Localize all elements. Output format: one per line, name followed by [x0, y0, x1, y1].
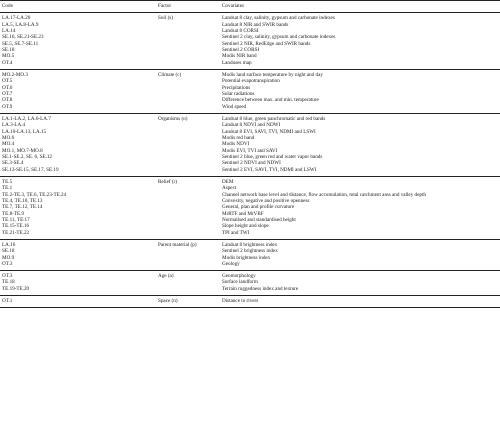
code-cell: OT.9 [2, 103, 13, 110]
covariate-cell: Modis NDVI [222, 141, 250, 148]
factor-cell [158, 60, 222, 66]
code-cell: SE.13-SE.15, SE.17, SE.19 [2, 166, 59, 173]
covariate-cell: Potential evapotranspiration [222, 78, 280, 85]
covariate-cell: Sentinel 2 EVI, SAVI, TVI, NDMI and LSWI [222, 166, 317, 173]
covariate-cell: Landsat 8 NDVI and NDWI [222, 122, 281, 129]
code-cell: TE.11, TE.17 [2, 216, 30, 223]
code-cell: SE.18 [2, 46, 15, 53]
covariate-cell: Sentinel 2 blue, green red and water vapor bands [222, 153, 323, 160]
covariate-cell: Modis brightness index [222, 254, 271, 261]
code-cell: TE.18 [2, 279, 15, 286]
code-cell: OT.6 [2, 84, 13, 91]
factor-cell: Relief (r) [158, 178, 177, 185]
code-cell: TE.7, TE.12, TE.14 [2, 204, 43, 211]
code-cell: MO.4 [2, 141, 15, 148]
code-cell: MO.1, MO.7-MO.8 [2, 147, 43, 154]
code-cell: OT.4 [2, 59, 13, 66]
covariate-cell: Geology [222, 260, 240, 267]
group-rule [0, 176, 500, 177]
code-cell: OT.7 [2, 90, 13, 97]
bottom-rule [0, 307, 500, 308]
code-cell: OT.8 [2, 97, 13, 104]
code-cell: LA.5, LA.8-LA.9 [2, 21, 39, 28]
group-rule [0, 113, 500, 114]
code-cell: SE.18 [2, 248, 15, 255]
table-row [0, 286, 500, 292]
factor-cell [158, 261, 222, 267]
code-cell: TE.8-TE.9 [2, 210, 24, 217]
covariate-cell: Modis red band [222, 134, 255, 141]
covariate-cell: Sentinel 2 NDVI and NDWI [222, 160, 281, 167]
covariate-cell: Slope height and slope [222, 223, 269, 230]
covariate-cell: General, plan and profile curvature [222, 204, 295, 211]
covariate-cell: Sentinel 2 NIR, RedEdge and SWIR bands [222, 40, 311, 47]
group-rule [0, 295, 500, 296]
table-row [0, 298, 500, 304]
code-cell: SE.1-SE.2, SE. 6, SE.12 [2, 153, 53, 160]
code-cell: TE.1 [2, 185, 13, 192]
covariate-cell: Normalised and standardised height [222, 216, 296, 223]
code-cell: LA.3-LA.4 [2, 122, 26, 129]
code-cell: TE.15-TE.16 [2, 223, 30, 230]
header-covariates: Covariates [222, 3, 244, 9]
table-row [0, 230, 500, 236]
code-cell: SE.5, SE.7-SE.11 [2, 40, 39, 47]
covariate-cell: Landsat 8 brightness index [222, 241, 278, 248]
code-cell: SE.3-SE.4 [2, 160, 24, 167]
code-cell: LA.16 [2, 241, 16, 248]
table-row [0, 167, 500, 173]
covariate-cell: Solar radiations [222, 90, 255, 97]
covariate-cell: Sentinel 2 brightness index [222, 248, 278, 255]
header-row [0, 1, 500, 12]
covariate-cell: Landuses map [222, 59, 252, 66]
group-rule [0, 69, 500, 70]
table-row [0, 60, 500, 66]
code-cell: LA.1-LA.2, LA.6-LA.7 [2, 115, 51, 122]
code-cell: TE.21-TE.22 [2, 229, 30, 236]
code-cell: OT.3 [2, 260, 13, 267]
covariate-cell: Landsat 8 NIR and SWIR bands [222, 21, 289, 28]
code-cell: OT.3 [2, 273, 13, 280]
covariate-cell: Modis land surface temperature by night and day [222, 71, 323, 78]
factor-cell: Organisms (o) [158, 115, 188, 122]
covariate-cell: Convexity, negative and positive openness [222, 197, 310, 204]
table-row [0, 261, 500, 267]
covariate-cell: Difference between max. and min. temperature [222, 97, 319, 104]
code-cell: OT.5 [2, 78, 13, 85]
header-factor: Factor [158, 3, 172, 9]
covariate-cell: Modis NIR band [222, 53, 257, 60]
table-body [0, 15, 500, 304]
covariate-cell: Modis EVI, TVI and SAVI [222, 147, 278, 154]
code-cell: LA.17-LA.20 [2, 15, 31, 22]
code-cell: TE.4, TE.10, TE.13 [2, 197, 43, 204]
covariate-cell: Surface landform [222, 279, 258, 286]
code-cell: SE.16, SE.21-SE.23 [2, 34, 44, 41]
factor-cell: Soil (s) [158, 15, 173, 22]
factor-cell [158, 167, 222, 173]
group-rule [0, 270, 500, 271]
group-rule [0, 239, 500, 240]
factor-cell: Space (n) [158, 298, 178, 305]
covariate-cell: Landsat 8 blue, green panchromatic and red bands [222, 115, 326, 122]
code-cell: MO.2-MO.3 [2, 71, 28, 78]
code-cell: MO.5 [2, 53, 15, 60]
covariate-cell: Terrain ruggedness index and texture [222, 285, 299, 292]
factor-cell [158, 104, 222, 110]
factor-cell [158, 286, 222, 292]
code-cell: MO.9 [2, 254, 15, 261]
covariate-cell: Channel network base level and distance, flow accumulation, total catchment area and valley depth [222, 191, 426, 198]
code-cell: LA.10-LA.13, LA.15 [2, 128, 47, 135]
header-code: Code [2, 3, 13, 9]
factor-cell: Age (a) [158, 273, 174, 280]
covariate-cell: MrRTF and MrVBF [222, 210, 264, 217]
covariate-cell: Sentinel 2 clay, salinity, gypsum and carbonate indexes [222, 34, 336, 41]
code-cell: MO.6 [2, 134, 15, 141]
covariate-cell: DEM [222, 178, 234, 185]
code-cell: LA.14 [2, 28, 16, 34]
code-cell: TE.5 [2, 178, 13, 185]
code-cell: TE.19-TE.20 [2, 285, 30, 292]
covariate-cell: Landsat 8 EVI, SAVI, TVI, NDMI and LSWI [222, 128, 316, 135]
code-cell: OT.1 [2, 298, 13, 305]
covariate-cell: Precipitations [222, 84, 251, 91]
code-cell: TE.2-TE.3, TE.6, TE.23-TE.24 [2, 191, 67, 198]
covariate-cell: Geomorphology [222, 273, 256, 280]
covariate-cell: Landsat 8 CORSI [222, 28, 259, 34]
covariate-cell: Landsat 8 clay, salinity, gypsum and carbonate indexes [222, 15, 335, 22]
covariate-cell: TPI and TWI [222, 229, 250, 236]
covariate-cell: Wind speed [222, 103, 247, 110]
factor-cell: Parent material (p) [158, 241, 197, 248]
factor-cell: Climate (c) [158, 71, 182, 78]
covariate-cell: Distance to rivers [222, 298, 259, 305]
table-row [0, 104, 500, 110]
header-rule [0, 12, 500, 13]
covariate-cell: Sentinel 2 CORSI [222, 46, 260, 53]
factor-cell [158, 230, 222, 236]
covariate-cell: Aspect [222, 185, 237, 192]
